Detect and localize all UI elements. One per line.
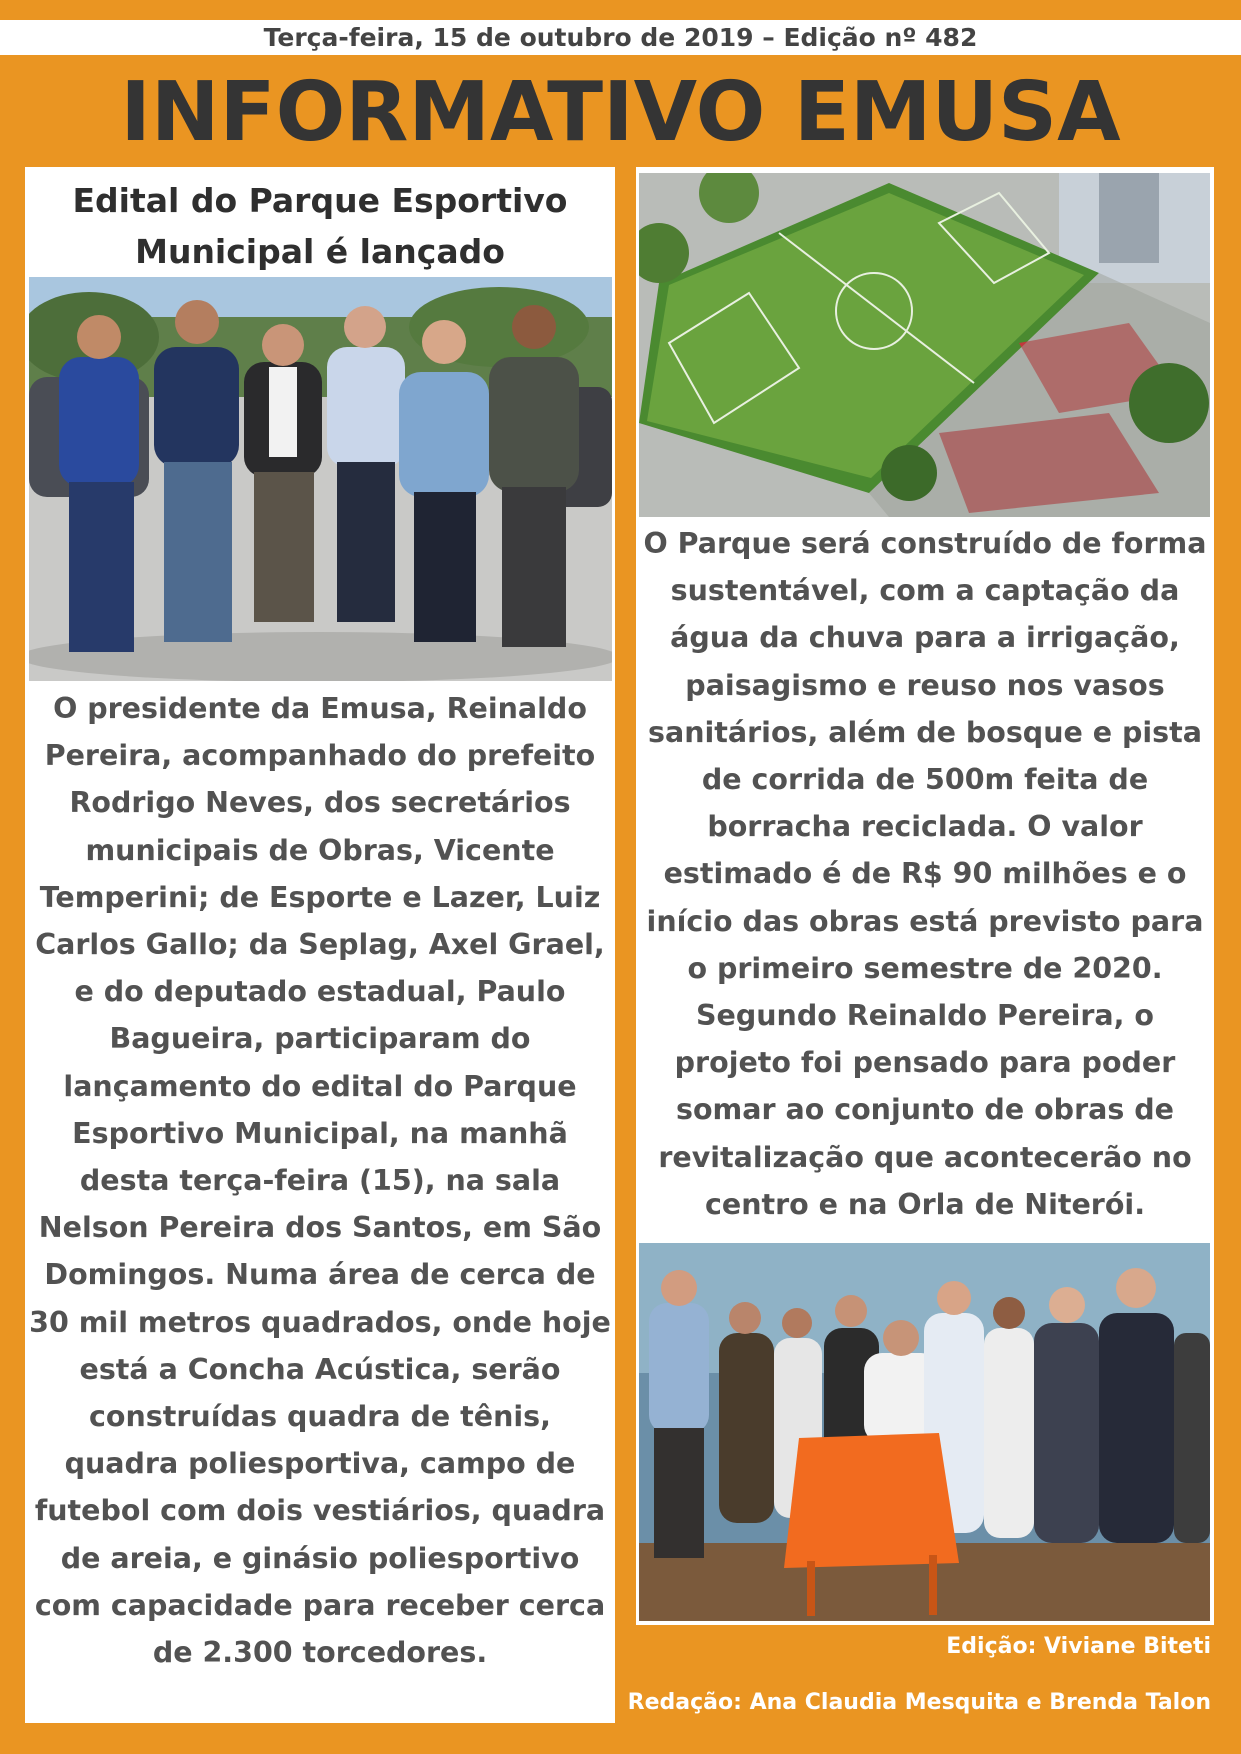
right-column: [636, 167, 1214, 1625]
signing-ceremony-photo: [639, 1243, 1210, 1621]
writing-credit: Redação: Ana Claudia Mesquita e Brenda Talon: [627, 1690, 1211, 1715]
park-rendering-image: [639, 173, 1210, 517]
article-headline: Edital do Parque Esportivo Municipal é lançado: [72, 181, 568, 271]
left-column: [25, 167, 615, 1723]
dateline: Terça-feira, 15 de outubro de 2019 – Edição nº 482: [0, 20, 1241, 55]
newsletter-title: INFORMATIVO EMUSA: [120, 65, 1121, 160]
edition-credit: Edição: Viviane Biteti: [946, 1634, 1211, 1659]
article-body-left: O presidente da Emusa, Reinaldo Pereira, acompanhado do prefeito Rodrigo Neves, dos secretários municipais de Obras, Vicente Temperini; de Esporte e Lazer, Luiz Carlos Gallo; da Seplag, Axel Grael, e do deputado estadual, Paulo Bagueira, participaram do lançamento do edital do Parque Esportivo Municipal, na manhã desta terça-feira (15), na sala Nelson Pereira dos Santos, em São Domingos. Numa área de cerca de 30 mil metros quadrados, onde hoje está a Concha Acústica, serão construídas quadra de tênis, quadra poliesportiva, campo de futebol com dois vestiários, quadra de areia, e ginásio poliesportivo com capacidade para receber cerca de 2.300 torcedores.: [29, 692, 611, 1670]
article-body-right: O Parque será construído de forma sustentável, com a captação da água da chuva para a irrigação, paisagismo e reuso nos vasos sanitários, além de bosque e pista de corrida de 500m feita de borracha reciclada. O valor estimado é de R$ 90 milhões e o início das obras está previsto para o primeiro semestre de 2020. Segundo Reinaldo Pereira, o projeto foi pensado para poder somar ao conjunto de obras de revitalização que acontecerão no centro e na Orla de Niterói.: [643, 527, 1207, 1221]
group-photo-officials: [29, 277, 612, 681]
group-photo-officials-image: [29, 277, 612, 681]
park-rendering: [639, 173, 1210, 517]
signing-ceremony-photo-image: [639, 1243, 1210, 1621]
